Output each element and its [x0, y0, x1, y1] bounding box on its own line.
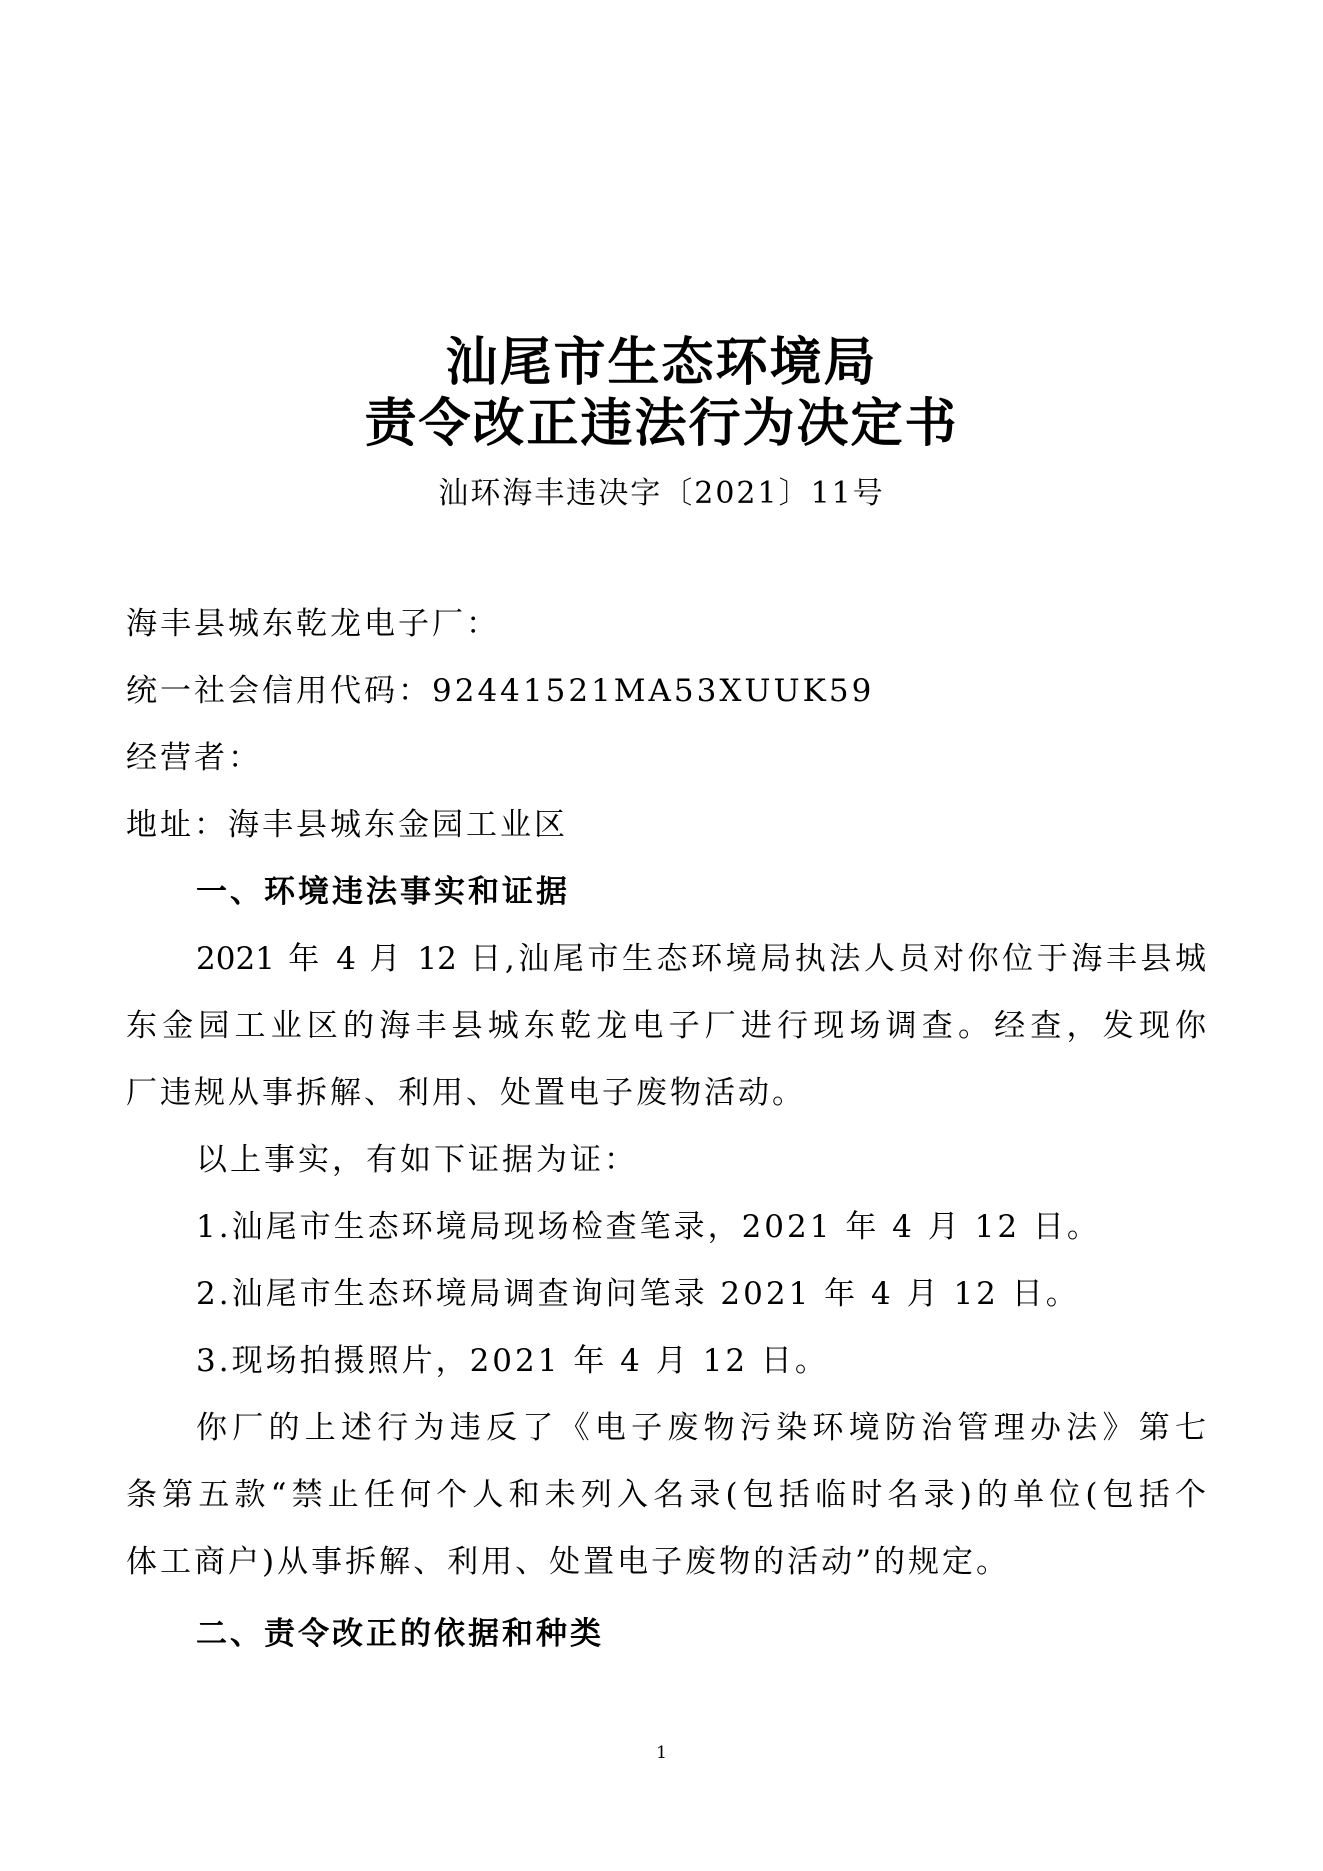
evidence-item: 3.现场拍摄照片，2021 年 4 月 12 日。 [196, 1343, 829, 1379]
section-2-heading: 二、责令改正的依据和种类 [196, 1616, 604, 1652]
violation-paragraph-line: 体工商户)从事拆解、利用、处置电子废物的活动”的规定。 [126, 1544, 1010, 1580]
evidence-item: 1.汕尾市生态环境局现场检查笔录，2021 年 4 月 12 日。 [196, 1209, 1101, 1245]
document-title-type: 责令改正违法行为决定书 [364, 394, 959, 454]
facts-paragraph-line: 厂违规从事拆解、利用、处置电子废物活动。 [126, 1075, 806, 1111]
recipient-name: 海丰县城东乾龙电子厂： [126, 606, 500, 642]
operator: 经营者： [126, 740, 262, 776]
document-number: 汕环海丰违决字〔2021〕11号 [438, 476, 885, 511]
address: 地址：海丰县城东金园工业区 [126, 807, 568, 843]
section-1-heading: 一、环境违法事实和证据 [196, 874, 570, 910]
evidence-intro: 以上事实，有如下证据为证： [196, 1142, 638, 1178]
credit-code: 统一社会信用代码：92441521MA53XUUK59 [126, 673, 875, 709]
evidence-item: 2.汕尾市生态环境局调查询问笔录 2021 年 4 月 12 日。 [196, 1276, 1080, 1312]
facts-paragraph-line: 东金园工业区的海丰县城东乾龙电子厂进行现场调查。经查，发现你 [126, 1008, 1206, 1044]
facts-paragraph-line: 2021 年 4 月 12 日,汕尾市生态环境局执法人员对你位于海丰县城 [196, 941, 1206, 977]
violation-paragraph-line: 你厂的上述行为违反了《电子废物污染环境防治管理办法》第七 [196, 1410, 1206, 1446]
violation-paragraph-line: 条第五款“禁止任何个人和未列入名录(包括临时名录)的单位(包括个 [126, 1477, 1206, 1513]
document-title-agency: 汕尾市生态环境局 [445, 333, 878, 393]
page-number: 1 [656, 1743, 667, 1763]
